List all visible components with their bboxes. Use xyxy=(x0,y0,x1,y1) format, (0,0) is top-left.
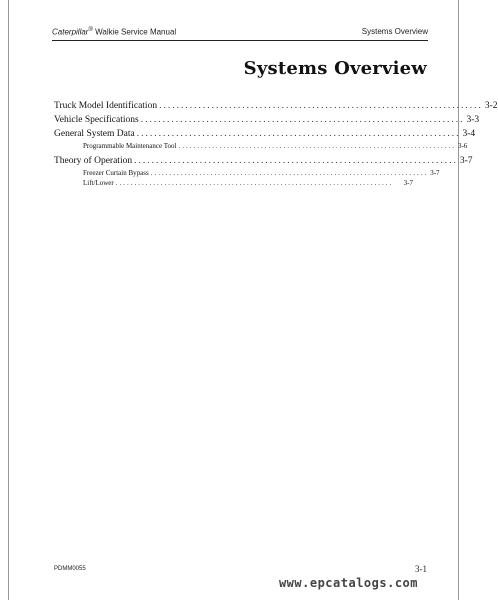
toc-dot-leader: .......................................................................... xyxy=(159,101,483,111)
toc-entry-page: 3-7 xyxy=(403,179,413,187)
header-brand: Caterpillar xyxy=(52,27,89,37)
page-edge-left xyxy=(8,0,9,600)
toc-entry-truck-model-identification[interactable] xyxy=(54,99,498,113)
toc-entry-page: 3-7 xyxy=(459,156,473,166)
toc-entry-general-system-data[interactable] xyxy=(54,127,476,141)
toc-entry-page: 3-2 xyxy=(484,101,498,111)
page-title: Systems Overview xyxy=(243,58,427,79)
toc-entry-freezer-curtain-bypass[interactable] xyxy=(54,168,440,178)
toc-dot-leader: .......................................................................... xyxy=(150,169,429,177)
toc-entry-label: Theory of Operation xyxy=(54,156,133,166)
toc-entry-label: Vehicle Specifications xyxy=(54,115,139,125)
toc-entry-page: 3-6 xyxy=(457,142,468,150)
toc-entry-label: Truck Model Identification xyxy=(54,101,158,111)
toc-entry-programmable-maintenance-tool[interactable] xyxy=(54,141,468,151)
toc-dot-leader: .......................................................................... xyxy=(140,115,465,125)
page-edge-right xyxy=(458,0,459,600)
running-header xyxy=(52,27,428,41)
toc-entry-page: 3-4 xyxy=(462,129,476,139)
watermark-url: www.epcatalogs.com xyxy=(278,576,418,590)
registered-mark: ® xyxy=(88,27,93,33)
toc-dot-leader: .......................................................................... xyxy=(178,142,456,150)
footer-document-code: PDMM0055 xyxy=(54,566,86,572)
toc-entry-vehicle-specifications[interactable] xyxy=(54,113,480,127)
toc-entry-page: 3-7 xyxy=(430,169,440,177)
header-manual-name: Walkie Service Manual xyxy=(92,27,177,37)
toc-dot-leader: .......................................................................... xyxy=(115,179,394,187)
toc-entry-page: 3-3 xyxy=(466,115,480,125)
header-manual-title xyxy=(52,27,176,37)
toc-entry-label: Lift/Lower xyxy=(83,179,114,187)
toc-entry-label: Freezer Curtain Bypass xyxy=(83,169,149,177)
toc-dot-leader: .......................................................................... xyxy=(134,156,458,166)
footer-page-number: 3-1 xyxy=(415,564,427,574)
toc-entry-lift-lower[interactable] xyxy=(54,178,413,188)
toc-dot-leader: .......................................................................... xyxy=(136,129,461,139)
table-of-contents xyxy=(54,99,498,188)
toc-entry-label: Programmable Maintenance Tool xyxy=(83,142,177,150)
toc-entry-label: General System Data xyxy=(54,129,135,139)
header-section-name: Systems Overview xyxy=(361,27,428,36)
toc-entry-theory-of-operation[interactable] xyxy=(54,154,473,168)
